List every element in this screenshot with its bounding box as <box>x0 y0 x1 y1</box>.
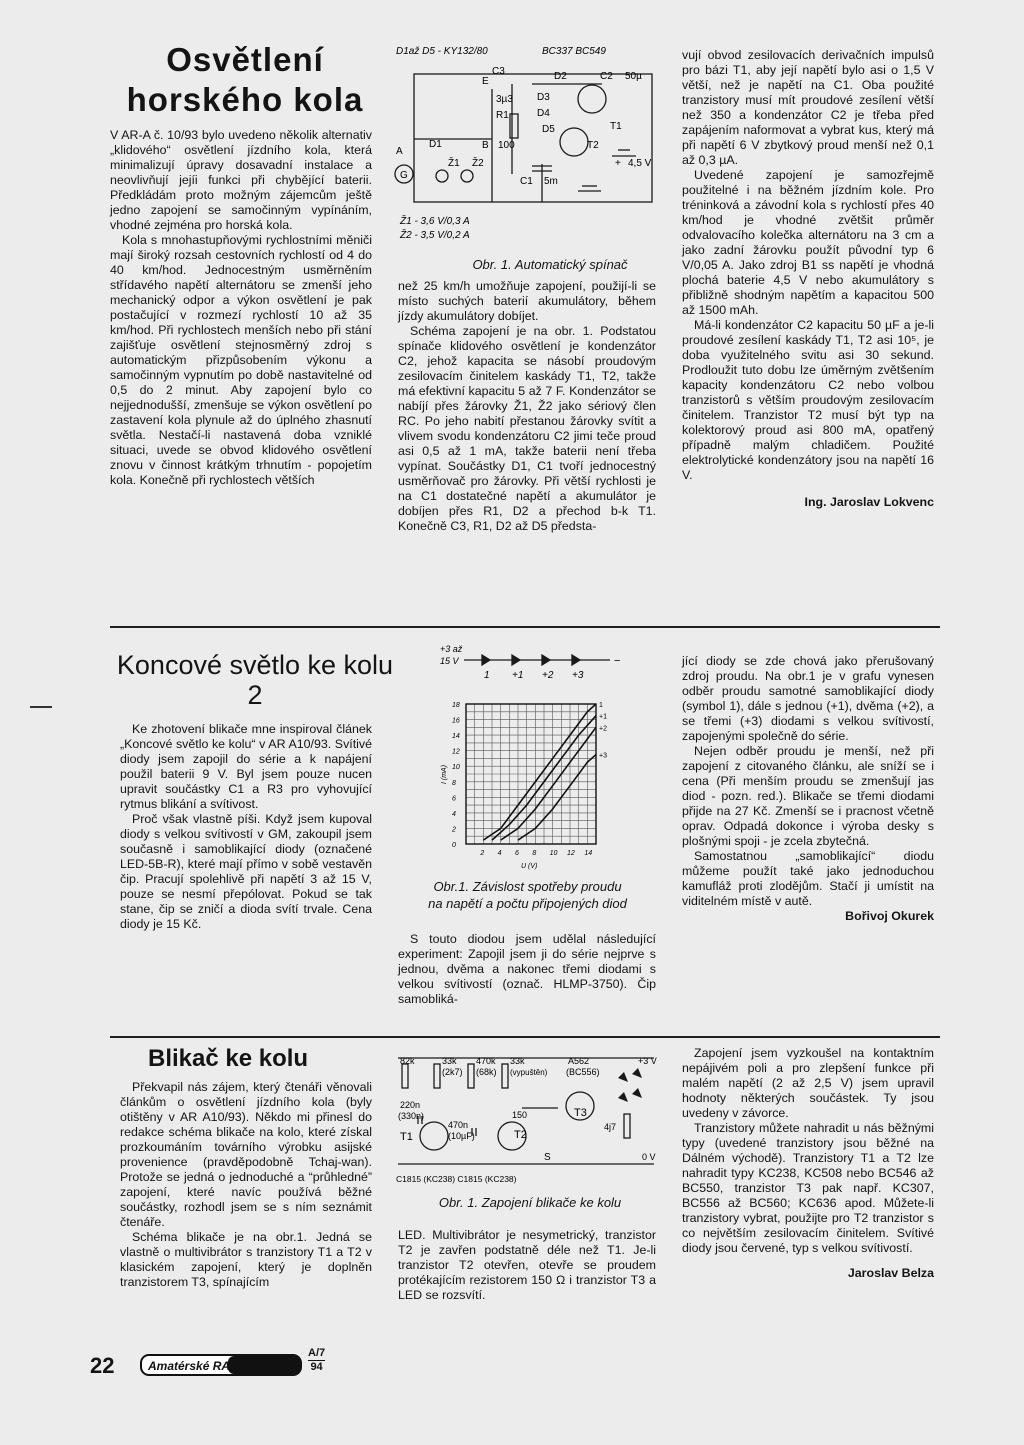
label-68k: (68k) <box>476 1067 497 1077</box>
logo-svg <box>140 1353 305 1377</box>
figure2-caption-line2: na napětí a počtu připojených diod <box>428 896 627 911</box>
schematic-header-diodes: D1až D5 - KY132/80 <box>396 46 488 57</box>
chart-y-tick-label: 4 <box>452 810 456 818</box>
label-vypusten: (vypuštěn) <box>510 1068 548 1077</box>
label-c1: C1 <box>520 176 533 187</box>
chart-series-label: +1 <box>599 713 607 721</box>
label-t1: T1 <box>400 1131 413 1143</box>
chart-y-tick-label: 16 <box>452 717 460 725</box>
label-z2: Ž2 <box>472 158 484 169</box>
article1-paragraph: vují obvod zesilovacích derivačních impulsů pro bázi T1, aby její napětí bylo asi o 1,5 V větší, než je napětí na C1. Oba použité tranzistory musí mít proudové zesílení větší než 350 a kondenzátor C2 je třeba před zapájením naformovat a vybrat kus, který má při napětí 6 V zbytkový proud menší než 0,1 až 0,3 µA. <box>682 48 934 167</box>
label-c1-value: 5m <box>544 176 558 187</box>
bulb2-spec: Ž2 - 3,5 V/0,2 A <box>400 230 470 241</box>
label-d1: D1 <box>429 139 442 150</box>
logo-text: Amatérské RADIO <box>148 1359 252 1373</box>
chart-y-tick-label: 14 <box>452 733 460 741</box>
issue-label: A/7 <box>308 1347 326 1359</box>
minus-label: − <box>614 655 621 667</box>
chart-x-tick-label: 2 <box>480 850 485 857</box>
bulb1-spec: Ž1 - 3,6 V/0,3 A <box>400 216 470 227</box>
current-chart-svg <box>430 696 630 876</box>
chart-series-label: +3 <box>599 752 607 760</box>
article2-paragraph: Ke zhotovení blikače mne inspiroval článek „Koncové světlo ke kolu“ v AR A10/93. Svítivé diody jsem zapojil do série a k napájení použil baterii 9 V. Byl jsem pouze nucen upravit součástky C1 a R3 pro vyhovující rytmus blikání a svítivost. <box>120 722 372 811</box>
label-d2: D2 <box>554 71 567 82</box>
label-z1: Ž1 <box>448 158 460 169</box>
chart-x-tick-label: 14 <box>584 850 593 857</box>
label-t3: T3 <box>574 1107 587 1119</box>
chart-y-tick-label: 2 <box>452 826 456 834</box>
label-a562: A562 <box>568 1056 590 1066</box>
chart-series-line <box>483 704 596 840</box>
label-470n: 470n <box>448 1120 469 1130</box>
label-plus3v: +3 V <box>638 1056 657 1066</box>
label-220n: 220n <box>400 1100 421 1110</box>
label-plus: + <box>615 158 621 169</box>
article2-paragraph: jící diody se zde chová jako přerušovaný zdroj proudu. Na obr.1 je v grafu vynesen odběr proudu samotné samoblikající diody (symbol 1), dále s jednou (+1), dvěma (+2), a se třemi (+3) diodami s velkou svítivostí, zapojenými společně do série. <box>682 654 934 743</box>
label-t1: T1 <box>610 121 622 132</box>
label-d3: D3 <box>537 92 550 103</box>
label-t2: T2 <box>587 140 599 151</box>
article1-paragraph: Schéma zapojení je na obr. 1. Podstatou spínače klidového osvětlení je kondenzátor C2, jehož kapacita se násobí proudovým zesilovacím činitelem kaskády T1, T2, takže má efektivní kapacitu 5 až 7 F. Kondenzátor se nabíjí přes žárovky Ž1, Ž2 jako sériový člen RC. Po jeho nabití přestanou žárovky svítit a vlivem svodu kondenzátoru C2 jimi teče proud asi 0,5 až 1 mA, takže baterii není třeba vypínat. Součástky D1, C1 tvoří jednocestný usměrňovač pro žárovky. Při větší rychlosti je na C1 dostatečné napětí a akumulátor je dobíjen přes R1, D2 a přechod b-k T1. Konečně C3, R1, D2 až D5 předsta- <box>398 324 656 533</box>
issue-number <box>308 1347 325 1374</box>
label-330n: (330n) <box>398 1111 425 1121</box>
led-label-plus2: +2 <box>542 670 554 681</box>
supply-label: +3 až <box>440 644 463 654</box>
chart-y-axis-label: I (mA) <box>441 764 448 784</box>
label-33k-2: 33k <box>510 1056 525 1066</box>
article3-paragraph: Zapojení jsem vyzkoušel na kontaktním nepájivém poli a pro zlepšení funkce při malém napětí (2 až 2,5 V) jsem upravil hodnoty některých součástek. Ty jsou uvedeny v závorce. <box>682 1046 934 1120</box>
label-4j7: 4j7 <box>604 1122 617 1132</box>
chart-x-tick-label: 6 <box>515 850 519 857</box>
article1-column2 <box>398 279 656 534</box>
label-r1: R1 <box>496 110 509 121</box>
article2-column1 <box>120 722 372 932</box>
article1-paragraph: Uvedené zapojení je samozřejmě použitelné i na běžném jízdním kole. Pro tréninková a závodní kola s rychlostí přes 40 km/hod je vhodné zvětšit průměr odvalovacího kolečka alternátoru na 3 cm a jako zadní žárovku použít původní typ 6 V/0,05 A. Jako zdroj B1 ss napětí je vhodná plochá baterie 4,5 V nebo akumulátory s přibližně shodným napětím a kapacitou 500 až 1500 mAh. <box>682 168 934 317</box>
article2-column2 <box>398 932 656 1007</box>
flasher-schematic-svg <box>392 1044 672 1194</box>
section-divider <box>110 1036 940 1038</box>
label-d5: D5 <box>542 124 555 135</box>
label-10uf: (10µF) <box>448 1131 475 1141</box>
article1-paragraph: Má-li kondenzátor C2 kapacitu 50 µF a je-li proudové zesílení kaskády T1, T2 asi 10⁵, je doba využitelného svitu asi 30 sekund. Prodloužit tuto dobu lze úměrným zvětšením kapacity kondenzátoru C2 nebo volbou tranzistorů s větším proudovým zesilovacím činitelem. Tranzistor T2 musí být typ na kolektorový proud asi 800 mA, opatřený případně malým chladičem. Použité elektrolytické kondenzátory jsou na napětí 16 V. <box>682 318 934 482</box>
figure3-caption: Obr. 1. Zapojení blikače ke kolu <box>438 1195 622 1210</box>
chart-y-tick-label: 8 <box>452 779 456 787</box>
article3-author: Jaroslav Belza <box>847 1266 934 1280</box>
article3-paragraph: LED. Multivibrátor je nesymetrický, tranzistor T2 je zavřen podstatně déle než T1. Je-li tranzistor T2 otevřen, otevře se proudem protékajícím rezistorem 150 Ω i tranzistor T3 a LED se rozsvítí. <box>398 1228 656 1302</box>
chart-x-tick-label: 8 <box>532 850 537 857</box>
figure1-caption: Obr. 1. Automatický spínač <box>472 257 628 272</box>
automatic-switch-schematic <box>392 44 662 264</box>
led-series-diagram <box>420 640 640 680</box>
supply-label-2: 15 V <box>440 656 459 666</box>
label-2k7: (2k7) <box>442 1067 463 1077</box>
article3-paragraph: Překvapil nás zájem, který čtenáři věnovali článkům o osvětlení jízdního kola (byly otištěny v AR A10/93). Někdo mi přinesl do redakce schéma blikače na kolo, které získal prozkoumáním továrního výrobku asijské provenience (pravděpodobně Tchaj-wan). Protože se jedná o jednoduché a “průhledné” zapojení, které navíc používá běžné součástky, rozhodl jsem se s ním seznámit čtenáře. <box>120 1080 372 1229</box>
margin-mark <box>30 706 52 708</box>
article1-paragraph: V AR-A č. 10/93 bylo uvedeno několik alternativ „klidového“ osvětlení jízdního kola, která minimalizují úpravy dosavadní instalace a neovlivňují jejíi funkci při chybějící baterii. Předkládám proto možným zájemcům ještě jedno zapojení se samočinným vypínáním, vhodné zejména pro horská kola. <box>110 128 372 232</box>
label-c2-value: 50µ <box>625 71 642 82</box>
chart-x-tick-label: 4 <box>497 850 502 857</box>
flasher-schematic <box>392 1044 672 1194</box>
led-series-svg <box>420 640 640 682</box>
chart-series-label: 1 <box>599 702 603 709</box>
article2-paragraph: S touto diodou jsem udělal následující experiment: Zapojil jsem ji do série nejprve s jednou, dvěma a nakonec třemi diodami s velkou svítivostí (označ. HLMP-3750). Čip samobliká- <box>398 932 656 1006</box>
article1-paragraph: než 25 km/h umožňuje zapojení, použijí-li se místo suchých baterií akumulátory, během jízdy akumulátory dobíjet. <box>398 279 656 323</box>
schematic-header-transistors: BC337 BC549 <box>542 46 606 57</box>
article3-column2 <box>398 1228 656 1303</box>
chart-x-axis-label: U (V) <box>521 863 538 870</box>
magazine-logo <box>140 1353 305 1375</box>
article3-column1 <box>120 1080 372 1290</box>
label-b: B <box>482 140 489 151</box>
label-battery: 4,5 V <box>628 158 652 169</box>
article1-column3 <box>682 48 934 510</box>
label-c3-value: 3µ3 <box>496 94 513 105</box>
article2-title: Koncové světlo ke kolu 2 <box>116 650 394 710</box>
article1-title: Osvětlení horského kola <box>126 41 364 118</box>
article3-column3 <box>682 1046 934 1281</box>
label-d4: D4 <box>537 108 550 119</box>
label-r1-value: 100 <box>498 140 515 151</box>
chart-y-tick-label: 6 <box>452 795 456 803</box>
led-label-1: 1 <box>484 670 490 681</box>
label-bc556: (BC556) <box>566 1067 600 1077</box>
article2-paragraph: Nejen odběr proudu je menší, než při zapojení z citovaného článku, ale sníží se i cena (Při menším proudu se zmenšují jas diod - pozn. red.). Blikače se třemi diodami přijde na 27 Kč. Zmenší se i pracnost včetně oprav. Odpadá dokonce i výroba desky s plošnými spoji - je zcela zbytečná. <box>682 744 934 848</box>
article2-paragraph: Proč však vlastně píši. Když jsem kupoval diody s velkou svítivostí v GM, zakoupil jsem současně i samoblikající diody (označené LED-5B-R), které mají přímo v sobě vestavěn čip. Pracují spolehlivě při napětí 3 až 15 V, pouze se nesmí přepólovat. Pokud se tak stane, čip se zničí a dioda svítí trvale. Cena diody je 15 Kč. <box>120 812 372 931</box>
label-c2: C2 <box>600 71 613 82</box>
label-switch: S <box>544 1152 551 1163</box>
label-470k: 470k <box>476 1056 496 1066</box>
chart-series-line <box>501 727 596 840</box>
figure2-caption-line1: Obr.1. Závislost spotřeby proudu <box>433 879 622 894</box>
page-number: 22 <box>90 1353 115 1378</box>
article2-author: Bořivoj Okurek <box>845 909 934 923</box>
article2-paragraph: Samostatnou „samoblikající“ diodu můžeme použít také jako jednoduchou kamufláž proti zlodějům. Stačí ji umístit na viditelném místě v autě. <box>682 849 934 908</box>
article1-author: Ing. Jaroslav Lokvenc <box>804 495 934 509</box>
chart-y-tick-label: 18 <box>452 702 460 709</box>
article2-column3 <box>682 654 934 924</box>
label-82k: 82k <box>400 1056 415 1066</box>
chart-y-tick-label: 12 <box>452 748 460 756</box>
label-150: 150 <box>512 1110 528 1120</box>
label-generator: G <box>400 170 408 181</box>
label-0v: 0 V <box>642 1152 656 1162</box>
led-label-plus1: +1 <box>512 670 524 681</box>
article3-paragraph: Tranzistory můžete nahradit u nás běžnými typy (uvedené tranzistory jsou běžné na Dálném východě). Tranzistory T1 a T2 lze nahradit typy KC238, KC508 nebo BC546 až BC550, tranzistor T3 pak např. KC307, BC556 až BC560; KC636 apod. Můžete-li tranzistory vybrat, použijte pro T2 tranzistor s co největším zesilovacím činitelem. Svítivé diody jsou červené, typ s velkou svítivostí. <box>682 1121 934 1255</box>
chart-x-tick-label: 10 <box>549 850 558 857</box>
article1-paragraph: Kola s mnohastupňovými rychlostními měniči mají široký rozsah cestovních rychlostí od 4 do 40 km/hod. Jednocestným usměrněním střídavého napětí alternátoru se zmenší jeho mechanický odpor a výkon osvětlení je pak postačující v rozmezí rychlostí 10 až 35 km/hod. Při rychlostech menších nebo při stání zajišťuje osvětlení stejnosměrný zdroj s automatickým přizpůsobením výkonu a samočinným vypnutím po době nastavitelné od 0,5 do 2 minut. Aby zapojení bylo co nejjednodušší, zmenšuje se výkon osvětlení po zastavení kola plynule až do úplného zhasnutí světla. Nestačí-li nastavená doba vzniklé situaci, uvede se obvod klidového osvětlení znovu v činnost krátkým trhnutím - popojetím kola. Konečně při rychlostech větších <box>110 233 372 487</box>
section-divider <box>110 626 940 628</box>
label-t2: T2 <box>514 1129 527 1141</box>
chart-x-tick-label: 12 <box>567 850 575 857</box>
issue-year: 94 <box>308 1360 325 1374</box>
chart-series-label: +2 <box>599 725 607 733</box>
figure2-caption <box>395 878 660 912</box>
schematic-svg <box>392 44 662 264</box>
led-label-plus3: +3 <box>572 670 584 681</box>
label-e: E <box>482 76 489 87</box>
label-a: A <box>396 146 403 157</box>
chart-y-tick-label: 10 <box>452 764 460 772</box>
article3-title: Blikač ke kolu <box>148 1045 309 1072</box>
article1-column1 <box>110 128 372 488</box>
chart-y-tick-label: 0 <box>452 842 456 849</box>
transistor-types: C1815 (KC238) C1815 (KC238) <box>396 1174 517 1184</box>
article3-paragraph: Schéma blikače je na obr.1. Jedná se vlastně o multivibrátor s tranzistory T1 a T2 v klasickém zapojení, který je doplněn tranzistorem T3, spínajícím <box>120 1230 372 1289</box>
label-c3: C3 <box>492 66 505 77</box>
label-33k: 33k <box>442 1056 457 1066</box>
current-chart <box>430 696 630 876</box>
